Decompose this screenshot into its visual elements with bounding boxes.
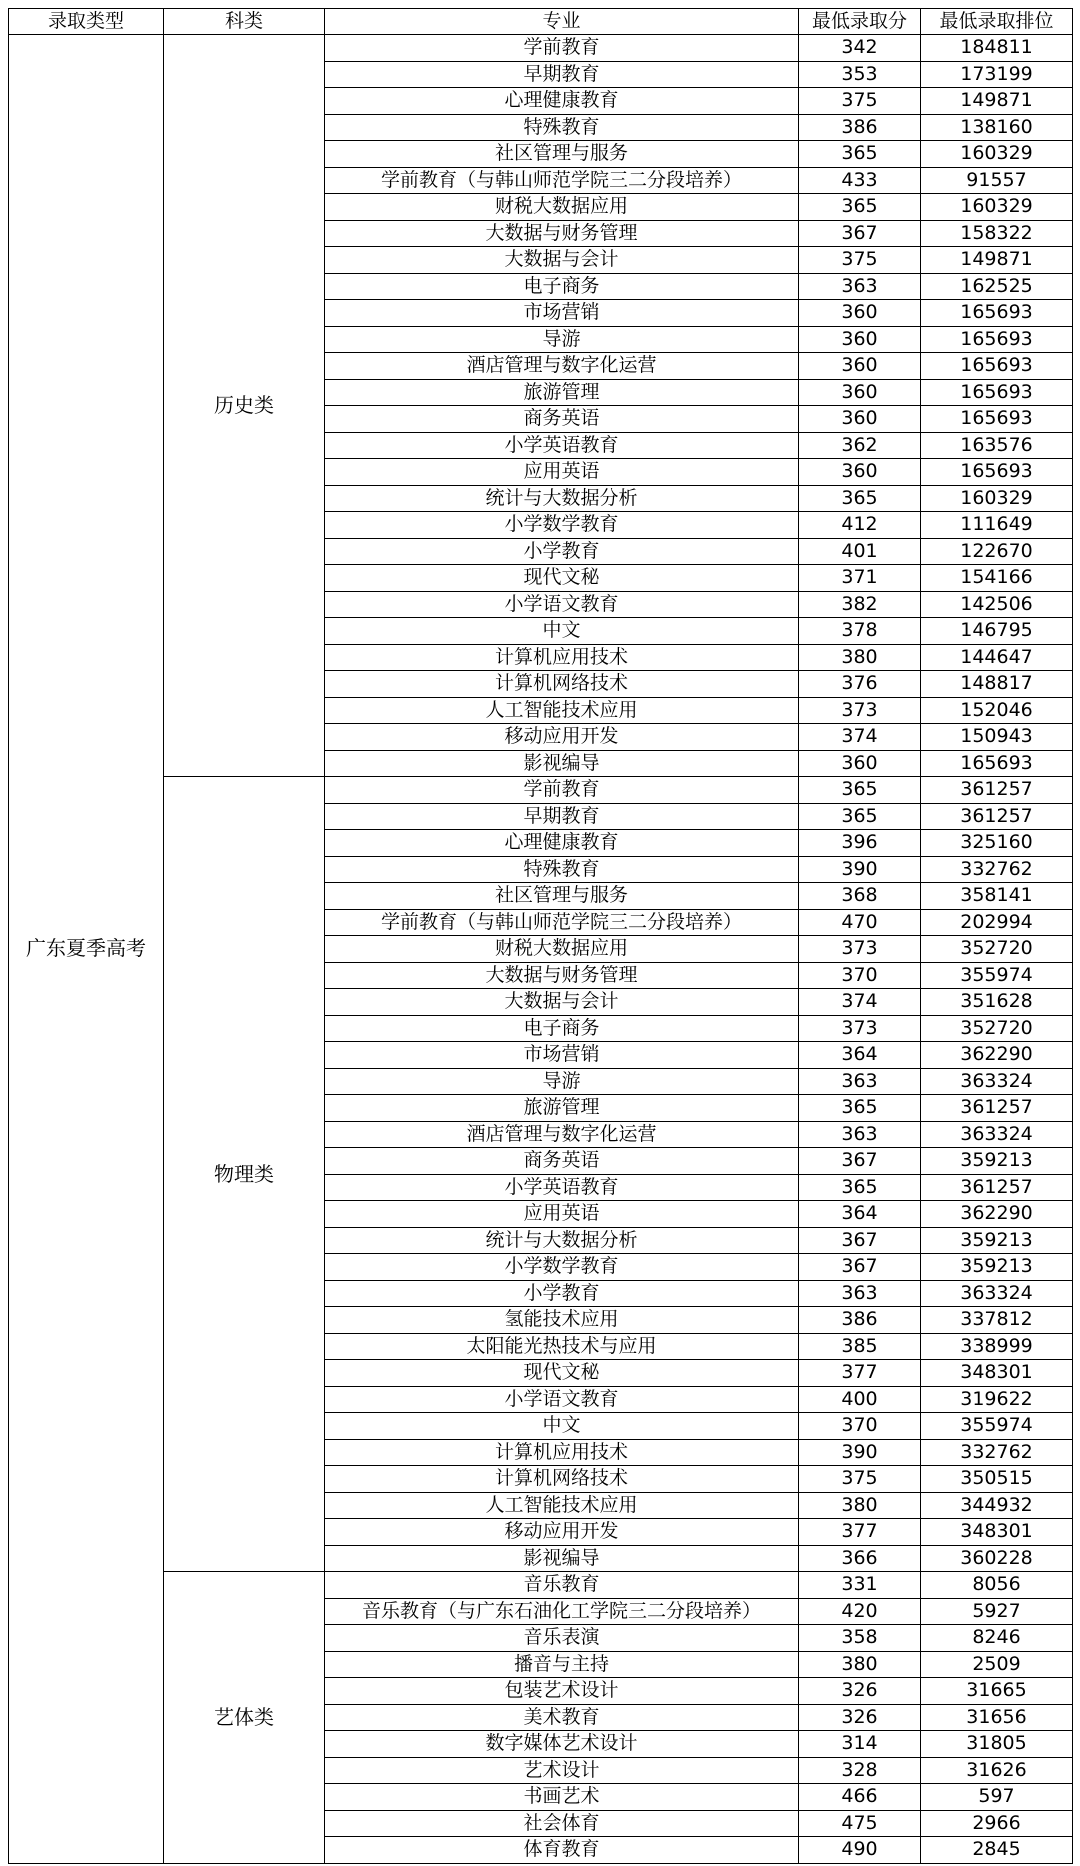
min-score-cell: 433 xyxy=(799,167,921,194)
min-rank-cell: 344932 xyxy=(921,1492,1073,1519)
min-rank-cell: 111649 xyxy=(921,512,1073,539)
min-rank-cell: 2845 xyxy=(921,1837,1073,1864)
min-score-cell: 470 xyxy=(799,909,921,936)
min-rank-cell: 165693 xyxy=(921,750,1073,777)
min-score-cell: 475 xyxy=(799,1810,921,1837)
major-cell: 大数据与财务管理 xyxy=(325,962,799,989)
min-score-cell: 466 xyxy=(799,1784,921,1811)
min-score-cell: 371 xyxy=(799,565,921,592)
major-cell: 计算机网络技术 xyxy=(325,671,799,698)
major-cell: 人工智能技术应用 xyxy=(325,1492,799,1519)
major-cell: 音乐教育（与广东石油化工学院三二分段培养） xyxy=(325,1598,799,1625)
major-cell: 财税大数据应用 xyxy=(325,194,799,221)
min-rank-cell: 355974 xyxy=(921,1413,1073,1440)
min-score-cell: 328 xyxy=(799,1757,921,1784)
min-rank-cell: 361257 xyxy=(921,803,1073,830)
min-rank-cell: 363324 xyxy=(921,1068,1073,1095)
min-rank-cell: 8056 xyxy=(921,1572,1073,1599)
min-score-cell: 382 xyxy=(799,591,921,618)
min-score-cell: 314 xyxy=(799,1731,921,1758)
min-score-cell: 342 xyxy=(799,35,921,62)
min-rank-cell: 146795 xyxy=(921,618,1073,645)
min-score-cell: 375 xyxy=(799,247,921,274)
min-score-cell: 420 xyxy=(799,1598,921,1625)
min-score-cell: 364 xyxy=(799,1042,921,1069)
major-cell: 商务英语 xyxy=(325,406,799,433)
min-score-cell: 360 xyxy=(799,353,921,380)
major-cell: 学前教育 xyxy=(325,777,799,804)
major-cell: 导游 xyxy=(325,326,799,353)
min-rank-cell: 338999 xyxy=(921,1333,1073,1360)
admission-type-cell: 广东夏季高考 xyxy=(9,35,164,1864)
min-score-cell: 385 xyxy=(799,1333,921,1360)
min-rank-cell: 160329 xyxy=(921,194,1073,221)
min-rank-cell: 150943 xyxy=(921,724,1073,751)
min-score-cell: 326 xyxy=(799,1678,921,1705)
min-rank-cell: 2966 xyxy=(921,1810,1073,1837)
table-body xyxy=(9,35,1073,1864)
major-cell: 中文 xyxy=(325,1413,799,1440)
min-rank-cell: 359213 xyxy=(921,1254,1073,1281)
major-cell: 艺术设计 xyxy=(325,1757,799,1784)
min-rank-cell: 163576 xyxy=(921,432,1073,459)
min-rank-cell: 165693 xyxy=(921,326,1073,353)
major-cell: 音乐教育 xyxy=(325,1572,799,1599)
min-score-cell: 400 xyxy=(799,1386,921,1413)
major-cell: 太阳能光热技术与应用 xyxy=(325,1333,799,1360)
min-rank-cell: 142506 xyxy=(921,591,1073,618)
major-cell: 数字媒体艺术设计 xyxy=(325,1731,799,1758)
min-score-cell: 396 xyxy=(799,830,921,857)
major-cell: 学前教育 xyxy=(325,35,799,62)
major-cell: 美术教育 xyxy=(325,1704,799,1731)
min-rank-cell: 184811 xyxy=(921,35,1073,62)
min-score-cell: 401 xyxy=(799,538,921,565)
major-cell: 播音与主持 xyxy=(325,1651,799,1678)
min-rank-cell: 138160 xyxy=(921,114,1073,141)
min-score-cell: 358 xyxy=(799,1625,921,1652)
min-rank-cell: 165693 xyxy=(921,406,1073,433)
major-cell: 电子商务 xyxy=(325,1015,799,1042)
major-cell: 小学英语教育 xyxy=(325,432,799,459)
min-rank-cell: 319622 xyxy=(921,1386,1073,1413)
major-cell: 酒店管理与数字化运营 xyxy=(325,353,799,380)
major-cell: 学前教育（与韩山师范学院三二分段培养） xyxy=(325,909,799,936)
min-score-cell: 365 xyxy=(799,194,921,221)
major-cell: 小学英语教育 xyxy=(325,1174,799,1201)
major-cell: 应用英语 xyxy=(325,459,799,486)
min-rank-cell: 165693 xyxy=(921,379,1073,406)
min-rank-cell: 8246 xyxy=(921,1625,1073,1652)
major-cell: 旅游管理 xyxy=(325,1095,799,1122)
min-rank-cell: 332762 xyxy=(921,856,1073,883)
min-score-cell: 363 xyxy=(799,1280,921,1307)
min-rank-cell: 360228 xyxy=(921,1545,1073,1572)
major-cell: 社会体育 xyxy=(325,1810,799,1837)
header-major: 专业 xyxy=(325,9,799,35)
subject-category-cell: 物理类 xyxy=(164,777,325,1572)
header-min-rank: 最低录取排位 xyxy=(921,9,1073,35)
major-cell: 社区管理与服务 xyxy=(325,883,799,910)
min-score-cell: 373 xyxy=(799,936,921,963)
min-score-cell: 375 xyxy=(799,1466,921,1493)
major-cell: 书画艺术 xyxy=(325,1784,799,1811)
major-cell: 计算机应用技术 xyxy=(325,1439,799,1466)
min-rank-cell: 31656 xyxy=(921,1704,1073,1731)
min-score-cell: 367 xyxy=(799,1227,921,1254)
table-header-row xyxy=(9,9,1073,35)
min-rank-cell: 173199 xyxy=(921,61,1073,88)
min-score-cell: 374 xyxy=(799,989,921,1016)
major-cell: 心理健康教育 xyxy=(325,830,799,857)
major-cell: 应用英语 xyxy=(325,1201,799,1228)
min-rank-cell: 352720 xyxy=(921,1015,1073,1042)
min-score-cell: 367 xyxy=(799,1148,921,1175)
major-cell: 现代文秘 xyxy=(325,565,799,592)
min-rank-cell: 2509 xyxy=(921,1651,1073,1678)
min-score-cell: 365 xyxy=(799,803,921,830)
min-rank-cell: 337812 xyxy=(921,1307,1073,1334)
min-rank-cell: 144647 xyxy=(921,644,1073,671)
min-rank-cell: 363324 xyxy=(921,1121,1073,1148)
major-cell: 小学语文教育 xyxy=(325,1386,799,1413)
min-score-cell: 326 xyxy=(799,1704,921,1731)
major-cell: 小学语文教育 xyxy=(325,591,799,618)
major-cell: 市场营销 xyxy=(325,1042,799,1069)
min-score-cell: 367 xyxy=(799,1254,921,1281)
major-cell: 体育教育 xyxy=(325,1837,799,1864)
major-cell: 影视编导 xyxy=(325,750,799,777)
major-cell: 财税大数据应用 xyxy=(325,936,799,963)
min-rank-cell: 149871 xyxy=(921,247,1073,274)
min-score-cell: 360 xyxy=(799,379,921,406)
min-score-cell: 370 xyxy=(799,1413,921,1440)
min-score-cell: 360 xyxy=(799,326,921,353)
major-cell: 包装艺术设计 xyxy=(325,1678,799,1705)
major-cell: 市场营销 xyxy=(325,300,799,327)
min-rank-cell: 359213 xyxy=(921,1227,1073,1254)
major-cell: 学前教育（与韩山师范学院三二分段培养） xyxy=(325,167,799,194)
min-score-cell: 377 xyxy=(799,1519,921,1546)
major-cell: 大数据与财务管理 xyxy=(325,220,799,247)
min-score-cell: 363 xyxy=(799,1068,921,1095)
major-cell: 小学教育 xyxy=(325,1280,799,1307)
min-rank-cell: 31665 xyxy=(921,1678,1073,1705)
major-cell: 移动应用开发 xyxy=(325,724,799,751)
min-rank-cell: 350515 xyxy=(921,1466,1073,1493)
min-score-cell: 375 xyxy=(799,88,921,115)
table-row xyxy=(9,777,1073,804)
min-score-cell: 363 xyxy=(799,1121,921,1148)
min-score-cell: 490 xyxy=(799,1837,921,1864)
major-cell: 小学教育 xyxy=(325,538,799,565)
major-cell: 特殊教育 xyxy=(325,114,799,141)
major-cell: 计算机应用技术 xyxy=(325,644,799,671)
min-score-cell: 377 xyxy=(799,1360,921,1387)
min-rank-cell: 355974 xyxy=(921,962,1073,989)
min-rank-cell: 361257 xyxy=(921,1095,1073,1122)
min-rank-cell: 332762 xyxy=(921,1439,1073,1466)
major-cell: 特殊教育 xyxy=(325,856,799,883)
min-rank-cell: 361257 xyxy=(921,1174,1073,1201)
major-cell: 电子商务 xyxy=(325,273,799,300)
min-rank-cell: 348301 xyxy=(921,1360,1073,1387)
header-subject-category: 科类 xyxy=(164,9,325,35)
subject-category-cell: 历史类 xyxy=(164,35,325,777)
min-rank-cell: 162525 xyxy=(921,273,1073,300)
min-rank-cell: 363324 xyxy=(921,1280,1073,1307)
min-score-cell: 365 xyxy=(799,141,921,168)
min-rank-cell: 202994 xyxy=(921,909,1073,936)
min-rank-cell: 165693 xyxy=(921,459,1073,486)
min-score-cell: 378 xyxy=(799,618,921,645)
min-score-cell: 367 xyxy=(799,220,921,247)
min-rank-cell: 351628 xyxy=(921,989,1073,1016)
min-rank-cell: 362290 xyxy=(921,1201,1073,1228)
header-min-score: 最低录取分 xyxy=(799,9,921,35)
major-cell: 音乐表演 xyxy=(325,1625,799,1652)
min-rank-cell: 158322 xyxy=(921,220,1073,247)
min-rank-cell: 597 xyxy=(921,1784,1073,1811)
min-score-cell: 365 xyxy=(799,1095,921,1122)
min-score-cell: 365 xyxy=(799,777,921,804)
min-rank-cell: 149871 xyxy=(921,88,1073,115)
min-rank-cell: 31626 xyxy=(921,1757,1073,1784)
min-score-cell: 386 xyxy=(799,114,921,141)
min-score-cell: 376 xyxy=(799,671,921,698)
min-score-cell: 373 xyxy=(799,697,921,724)
min-score-cell: 363 xyxy=(799,273,921,300)
major-cell: 中文 xyxy=(325,618,799,645)
min-rank-cell: 5927 xyxy=(921,1598,1073,1625)
major-cell: 影视编导 xyxy=(325,1545,799,1572)
min-score-cell: 365 xyxy=(799,485,921,512)
min-score-cell: 390 xyxy=(799,856,921,883)
min-rank-cell: 154166 xyxy=(921,565,1073,592)
min-score-cell: 380 xyxy=(799,1651,921,1678)
min-rank-cell: 31805 xyxy=(921,1731,1073,1758)
min-rank-cell: 362290 xyxy=(921,1042,1073,1069)
min-score-cell: 353 xyxy=(799,61,921,88)
major-cell: 商务英语 xyxy=(325,1148,799,1175)
major-cell: 大数据与会计 xyxy=(325,247,799,274)
min-score-cell: 331 xyxy=(799,1572,921,1599)
major-cell: 人工智能技术应用 xyxy=(325,697,799,724)
major-cell: 导游 xyxy=(325,1068,799,1095)
min-score-cell: 366 xyxy=(799,1545,921,1572)
major-cell: 酒店管理与数字化运营 xyxy=(325,1121,799,1148)
min-score-cell: 373 xyxy=(799,1015,921,1042)
min-score-cell: 365 xyxy=(799,1174,921,1201)
major-cell: 移动应用开发 xyxy=(325,1519,799,1546)
subject-category-cell: 艺体类 xyxy=(164,1572,325,1864)
major-cell: 小学数学教育 xyxy=(325,1254,799,1281)
min-rank-cell: 165693 xyxy=(921,300,1073,327)
min-score-cell: 360 xyxy=(799,300,921,327)
min-score-cell: 370 xyxy=(799,962,921,989)
min-rank-cell: 91557 xyxy=(921,167,1073,194)
major-cell: 统计与大数据分析 xyxy=(325,485,799,512)
min-rank-cell: 152046 xyxy=(921,697,1073,724)
min-score-cell: 386 xyxy=(799,1307,921,1334)
min-rank-cell: 122670 xyxy=(921,538,1073,565)
major-cell: 心理健康教育 xyxy=(325,88,799,115)
min-score-cell: 390 xyxy=(799,1439,921,1466)
table-row xyxy=(9,1572,1073,1599)
min-score-cell: 380 xyxy=(799,644,921,671)
major-cell: 大数据与会计 xyxy=(325,989,799,1016)
min-rank-cell: 160329 xyxy=(921,141,1073,168)
major-cell: 小学数学教育 xyxy=(325,512,799,539)
major-cell: 现代文秘 xyxy=(325,1360,799,1387)
min-rank-cell: 358141 xyxy=(921,883,1073,910)
admission-score-table xyxy=(8,8,1073,1864)
min-rank-cell: 352720 xyxy=(921,936,1073,963)
min-rank-cell: 165693 xyxy=(921,353,1073,380)
major-cell: 计算机网络技术 xyxy=(325,1466,799,1493)
header-admission-type: 录取类型 xyxy=(9,9,164,35)
min-score-cell: 364 xyxy=(799,1201,921,1228)
min-rank-cell: 361257 xyxy=(921,777,1073,804)
min-rank-cell: 348301 xyxy=(921,1519,1073,1546)
min-rank-cell: 359213 xyxy=(921,1148,1073,1175)
major-cell: 社区管理与服务 xyxy=(325,141,799,168)
major-cell: 早期教育 xyxy=(325,61,799,88)
min-rank-cell: 148817 xyxy=(921,671,1073,698)
min-score-cell: 360 xyxy=(799,459,921,486)
major-cell: 氢能技术应用 xyxy=(325,1307,799,1334)
major-cell: 旅游管理 xyxy=(325,379,799,406)
min-score-cell: 368 xyxy=(799,883,921,910)
min-rank-cell: 160329 xyxy=(921,485,1073,512)
min-score-cell: 362 xyxy=(799,432,921,459)
table-row xyxy=(9,35,1073,62)
major-cell: 早期教育 xyxy=(325,803,799,830)
min-score-cell: 380 xyxy=(799,1492,921,1519)
min-score-cell: 360 xyxy=(799,750,921,777)
min-score-cell: 374 xyxy=(799,724,921,751)
min-score-cell: 360 xyxy=(799,406,921,433)
major-cell: 统计与大数据分析 xyxy=(325,1227,799,1254)
min-rank-cell: 325160 xyxy=(921,830,1073,857)
min-score-cell: 412 xyxy=(799,512,921,539)
